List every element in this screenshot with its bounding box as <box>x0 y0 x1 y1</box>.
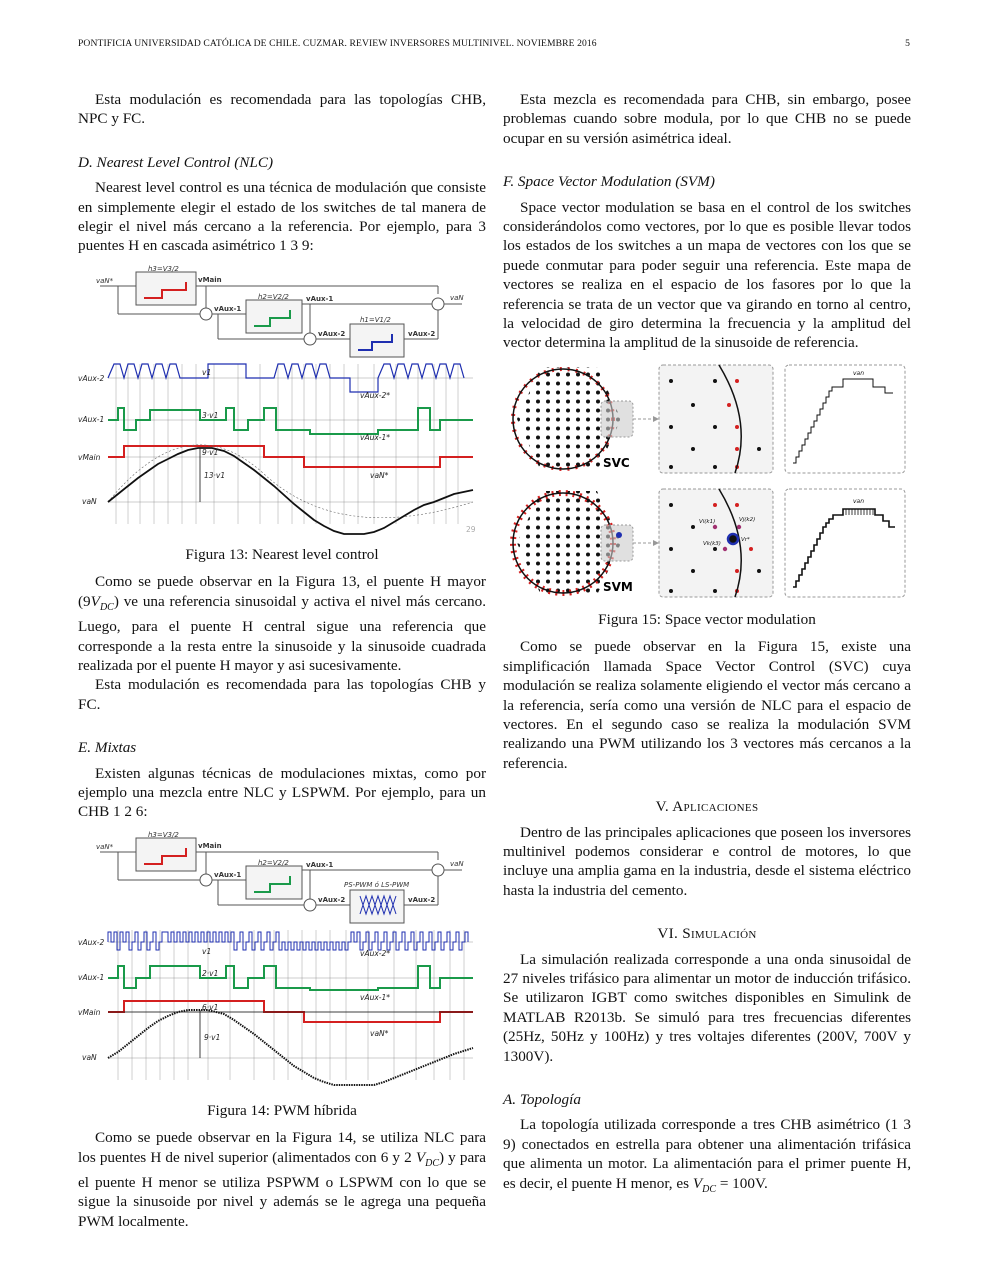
paragraph: Existen algunas técnicas de modulaciones mixtas, como por ejemplo una mezcla entre NLC y LSPWM. Por ejemplo, para un CHB 1 2 6: <box>78 764 486 821</box>
paragraph: Nearest level control es una técnica de modulación que consiste en simplemente elegir el estado de los switches de tal manera de elegir el nivel más cercano a la referencia. Por ejemplo, para 3 puentes H en cascada asimétrico 1 3 9: <box>78 179 486 255</box>
svg-text:vMain: vMain <box>198 841 222 850</box>
svg-text:h2=V2/2: h2=V2/2 <box>258 858 289 867</box>
svg-text:vMain: vMain <box>78 452 101 462</box>
svg-text:vaN*: vaN* <box>96 276 114 285</box>
running-title: PONTIFICIA UNIVERSIDAD CATÓLICA DE CHILE. CUZMAR. REVIEW INVERSORES MULTINIVEL. NOVIEMBRE 2016 <box>78 38 597 49</box>
svg-text:Vj(k2): Vj(k2) <box>739 516 756 523</box>
svg-text:v1: v1 <box>202 946 212 956</box>
paragraph: La simulación realizada corresponde a una onda sinusoidal de 27 niveles trifásico para alimentar un motor de inducción trifásico. Se utilizaron IGBT como switches disponibles en Simulink de MATLAB R2013b. Se simuló para tres frecuencias diferentes (25Hz, 50Hz y 100Hz) y tres voltajes diferentes (200V, 700V y 1300V). <box>503 950 911 1065</box>
figure-15-caption: Figura 15: Space vector modulation <box>598 610 816 628</box>
svg-text:3·v1: 3·v1 <box>202 410 219 420</box>
svg-text:vAux-2*: vAux-2* <box>360 390 390 400</box>
svg-text:vAux-1: vAux-1 <box>306 294 334 303</box>
svg-text:vaN: vaN <box>82 496 97 506</box>
svg-text:v1: v1 <box>202 367 212 377</box>
svg-text:vAux-1: vAux-1 <box>214 870 242 879</box>
space-vector-diagram <box>503 361 911 601</box>
subsection-title-svm: F. Space Vector Modulation (SVM) <box>503 173 715 191</box>
svg-text:h3=V3/2: h3=V3/2 <box>148 830 179 839</box>
svg-text:vAux-1*: vAux-1* <box>360 992 390 1002</box>
svg-text:vAux-2: vAux-2 <box>408 895 436 904</box>
svg-text:Vi(k1): Vi(k1) <box>699 518 716 525</box>
svg-text:vAux-1: vAux-1 <box>78 972 105 982</box>
svg-text:vAux-2: vAux-2 <box>318 895 346 904</box>
svg-text:vMain: vMain <box>78 1007 101 1017</box>
paragraph: Esta modulación es recomendada para las topologías CHB, NPC y FC. <box>78 91 486 128</box>
svg-text:Vr*: Vr* <box>741 536 750 543</box>
svg-text:van: van <box>853 369 865 377</box>
paragraph: La topología utilizada corresponde a tres CHB asimétrico (1 3 9) conectados en estrella para obtener una alimentación trifásica que alimenta un motor. La alimentación para el primer puente H, es decir, el puente H menor, es $V_{DC} = 100V$. <box>503 1116 911 1195</box>
svg-text:vaN: vaN <box>450 859 464 868</box>
paragraph: Esta mezcla es recomendada para CHB, sin embargo, posee problemas cuando sobre modula, por lo que CHB no se puede ocupar en su versión asimétrica ideal. <box>503 91 911 147</box>
svg-text:vaN*: vaN* <box>370 470 389 480</box>
subsection-title-mixtas: E. Mixtas <box>78 739 137 757</box>
section-title-aplicaciones: V. Aplicaciones <box>655 798 759 816</box>
svg-text:PS-PWM ó LS-PWM: PS-PWM ó LS-PWM <box>344 880 410 889</box>
svg-text:vAux-2: vAux-2 <box>408 329 436 338</box>
svg-text:h1=V1/2: h1=V1/2 <box>360 315 391 324</box>
svg-text:vAux-2*: vAux-2* <box>360 948 390 958</box>
svg-text:vAux-1: vAux-1 <box>78 414 105 424</box>
svg-text:vAux-1: vAux-1 <box>214 304 242 313</box>
svg-text:h2=V2/2: h2=V2/2 <box>258 292 289 301</box>
paragraph: Dentro de las principales aplicaciones que poseen los inversores multinivel podemos considerar e control de motores, lo que incluye una amplia gama en la industria, desde el sistema eléctrico hasta la industria del cemento. <box>503 823 911 899</box>
svg-text:6·v1: 6·v1 <box>202 1002 219 1012</box>
paragraph: Space vector modulation se basa en el control de los switches considerándolos como vectores, por lo que es posible llevar todos los estados de los switches a un mapa de vectores con los que se puede conmutar para poder seguir una referencia. Este mapa de vectores se realiza en el espacio de los fasores por lo que la referencia se trata de un vector que va girando en torno al centro, la velocidad de giro determina la frecuencia y la amplitud del vector determina la amplitud de la sinusoide de referencia. <box>503 198 911 352</box>
right-column <box>503 90 911 1199</box>
svg-text:vaN: vaN <box>450 293 464 302</box>
svg-text:vAux-2: vAux-2 <box>78 373 105 383</box>
page-number: 5 <box>905 38 910 49</box>
subsection-title-topologia: A. Topología <box>503 1091 581 1108</box>
svg-text:h3=V3/2: h3=V3/2 <box>148 264 179 273</box>
figure-14 <box>78 830 486 1097</box>
svg-text:vaN: vaN <box>82 1052 97 1062</box>
svg-text:29: 29 <box>466 524 476 534</box>
paragraph: Como se puede observar en la Figura 13, el puente H mayor $(9V_{DC})$ ve una referencia sinusoidal y activa el nivel más cercano. Luego, para el puente H central sigue una referencia que corresponde a la resta entre la sinusoide y la sinusoide cuadrada realizada por el puente H mayor y asi sucesivamente. <box>78 573 486 674</box>
paragraph: Como se puede observar en la Figura 14, se utiliza NLC para los puentes H de nivel superior (alimentados con 6 y 2 $V_{DC}$) y para el puente H menor se utiliza PSPWM o LSPWM con lo que se sigue la sinusoide por nivel y además se le agrega una pequeña PWM localmente. <box>78 1129 486 1230</box>
svg-text:Vk(k3): Vk(k3) <box>703 540 721 547</box>
svg-text:9·v1: 9·v1 <box>202 447 219 457</box>
figure-15 <box>503 361 911 606</box>
figure-13 <box>78 264 486 541</box>
svg-text:vaN*: vaN* <box>370 1028 389 1038</box>
paragraph: Como se puede observar en la Figura 15, existe una simplificación llamada Space Vector Control (SVC) cuya modulación se realiza solamente eligiendo el vector más cercano a la referencia, sería como una versión de NLC para el espacio de vectores. En el segundo caso se realiza la modulación SVM realizando una PWM utilizando los 3 vectores más cercanos a la referencia. <box>503 638 911 772</box>
svg-text:vMain: vMain <box>198 275 222 284</box>
svg-text:vAux-2: vAux-2 <box>78 937 105 947</box>
paragraph: Esta modulación es recomendada para las topologías CHB y FC. <box>78 676 486 713</box>
running-header <box>78 38 910 52</box>
svg-text:vAux-1*: vAux-1* <box>360 432 390 442</box>
hybrid-pwm-waveform-diagram <box>78 830 486 1092</box>
subsection-title-nlc: D. Nearest Level Control (NLC) <box>78 153 274 171</box>
svg-text:vAux-1: vAux-1 <box>306 860 334 869</box>
svg-text:9·v1: 9·v1 <box>204 1032 221 1042</box>
svg-text:13·v1: 13·v1 <box>204 470 226 480</box>
svg-text:vAux-2: vAux-2 <box>318 329 346 338</box>
svg-text:2·v1: 2·v1 <box>202 968 219 978</box>
section-title-simulacion: VI. Simulación <box>657 925 757 943</box>
figure-14-caption: Figura 14: PWM híbrida <box>207 1101 357 1119</box>
svg-text:vaN*: vaN* <box>96 842 114 851</box>
svg-text:SVM: SVM <box>603 579 633 594</box>
figure-13-caption: Figura 13: Nearest level control <box>185 545 379 563</box>
svg-text:van: van <box>853 497 865 505</box>
nlc-waveform-diagram <box>78 264 486 536</box>
left-column <box>78 90 486 1231</box>
svg-text:SVC: SVC <box>603 455 630 470</box>
